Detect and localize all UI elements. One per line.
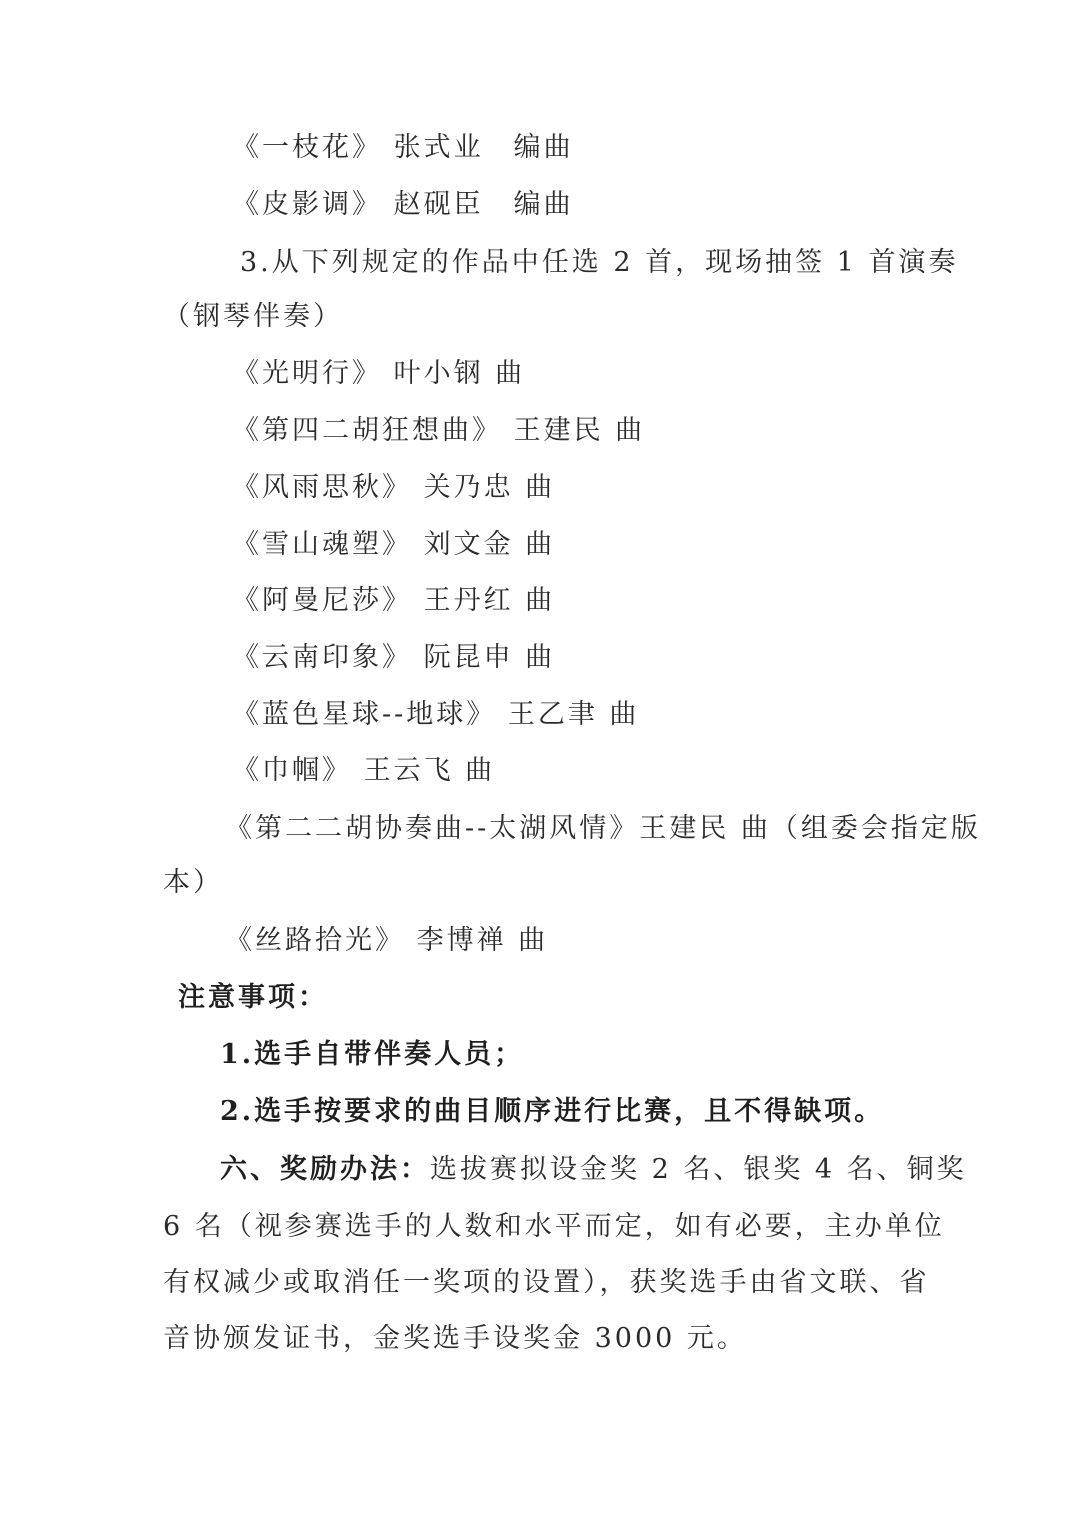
piece-xueshan-hunsu: 《雪山魂塑》 刘文金 曲 bbox=[232, 529, 556, 560]
piece-piyingdiao: 《皮影调》 赵砚臣 编曲 bbox=[232, 189, 574, 220]
notes-heading: 注意事项： bbox=[178, 982, 328, 1013]
piece-yizhihua: 《一枝花》 张式业 编曲 bbox=[232, 132, 574, 163]
piece-jinguo: 《巾帼》 王云飞 曲 bbox=[232, 755, 496, 786]
piece-dier-erhu-xiezouqu-cont: 本） bbox=[163, 867, 223, 898]
reward-paragraph-line-1 bbox=[220, 1153, 967, 1187]
reward-paragraph-line-4: 音协颁发证书，金奖选手设奖金 3000 元。 bbox=[163, 1323, 747, 1354]
piece-yunnan-yinxiang: 《云南印象》 阮昆申 曲 bbox=[232, 642, 556, 673]
piece-fengyu-siqiu: 《风雨思秋》 关乃忠 曲 bbox=[232, 472, 556, 503]
section-3-instruction-cont: （钢琴伴奏） bbox=[163, 301, 343, 332]
piece-lanse-xingqiu: 《蓝色星球--地球》 王乙聿 曲 bbox=[232, 699, 640, 730]
note-2: 2.选手按要求的曲目顺序进行比赛，且不得缺项。 bbox=[220, 1096, 885, 1127]
reward-paragraph-line-3: 有权减少或取消任一奖项的设置），获奖选手由省文联、省 bbox=[163, 1267, 930, 1298]
note-1: 1.选手自带伴奏人员； bbox=[220, 1039, 525, 1070]
reward-heading: 六、奖励办法： bbox=[220, 1154, 430, 1185]
piece-disi-erhu-kuangxiangqu: 《第四二胡狂想曲》 王建民 曲 bbox=[232, 415, 646, 446]
reward-paragraph-line-2: 6 名（视参赛选手的人数和水平而定，如有必要，主办单位 bbox=[163, 1211, 945, 1242]
section-3-instruction: 3.从下列规定的作品中任选 2 首，现场抽签 1 首演奏 bbox=[240, 247, 959, 278]
piece-silu-shiguang: 《丝路拾光》 李博禅 曲 bbox=[225, 925, 549, 956]
piece-guangmingxing: 《光明行》 叶小钢 曲 bbox=[232, 358, 526, 389]
piece-dier-erhu-xiezouqu: 《第二二胡协奏曲--太湖风情》王建民 曲（组委会指定版 bbox=[225, 813, 981, 844]
reward-text-start: 选拔赛拟设金奖 2 名、银奖 4 名、铜奖 bbox=[430, 1154, 967, 1185]
piece-amannisha: 《阿曼尼莎》 王丹红 曲 bbox=[232, 585, 556, 616]
